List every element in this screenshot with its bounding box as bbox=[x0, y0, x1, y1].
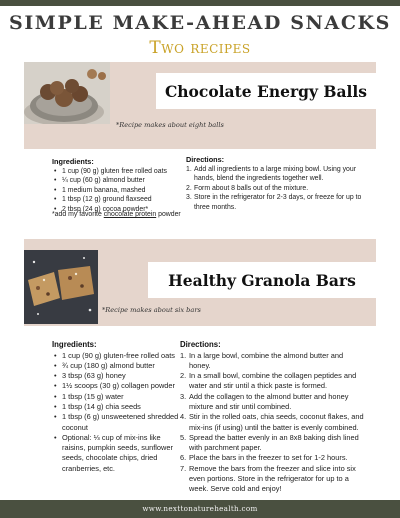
list-item: • 1 tbsp (6 g) unsweetened shredded coconut bbox=[52, 412, 180, 433]
page-title: SIMPLE MAKE-AHEAD SNACKS bbox=[9, 12, 391, 34]
recipe1-title: Chocolate Energy Balls bbox=[156, 73, 376, 109]
energy-balls-photo bbox=[24, 62, 110, 124]
recipe2-yield: *Recipe makes about six bars bbox=[102, 306, 201, 314]
step-text: Add the collagen to the almond butter and honey mixture and stir until combined. bbox=[189, 391, 349, 411]
list-item bbox=[180, 392, 366, 413]
step-number: 1. bbox=[186, 166, 192, 173]
list-item bbox=[180, 433, 366, 454]
step-number: 1. bbox=[180, 350, 187, 360]
list-item bbox=[180, 412, 366, 433]
recipe1-directions bbox=[186, 155, 366, 212]
step-number: 7. bbox=[180, 463, 187, 473]
step-text: Form about 8 balls out of the mixture. bbox=[194, 184, 309, 192]
note-text: *add my favorite bbox=[52, 211, 104, 218]
list-item bbox=[186, 193, 366, 212]
step-text: In a large bowl, combine the almond butter and honey. bbox=[189, 350, 344, 370]
list-item bbox=[180, 371, 366, 392]
note-text: powder bbox=[156, 211, 181, 218]
page-subtitle: Two recipes bbox=[149, 38, 251, 58]
step-number: 5. bbox=[180, 432, 187, 442]
recipe2-ingredients-list bbox=[52, 351, 180, 475]
recipe2-ingredients bbox=[52, 340, 180, 474]
step-text: In a small bowl, combine the collagen peptides and water and stir until a thick paste is formed. bbox=[189, 371, 357, 391]
step-text: Spread the batter evenly in an 8x8 baking dish lined with parchment paper. bbox=[189, 432, 359, 453]
recipe1-ingredients-list bbox=[52, 167, 186, 214]
list-item: • Optional: ⅓ cup of mix-ins like raisins, pumpkin seeds, sunflower seeds, chocolate chips, dried cranberries, etc. bbox=[52, 433, 180, 474]
list-item bbox=[186, 184, 366, 193]
list-item: • 1 cup (90 g) gluten-free rolled oats bbox=[52, 351, 180, 361]
step-number: 3. bbox=[186, 194, 192, 202]
step-text: Add all ingredients to a large mixing bowl. Using your hands, blend the ingredients together well. bbox=[194, 166, 357, 183]
recipe2-directions bbox=[180, 340, 366, 495]
list-item: • ¼ cup (60 g) almond butter bbox=[52, 176, 186, 185]
list-item: • 1 tbsp (14 g) chia seeds bbox=[52, 402, 180, 412]
step-text: Place the bars in the freezer to set for 1-2 hours. bbox=[189, 453, 348, 463]
recipe1-directions-heading: Directions: bbox=[186, 155, 225, 164]
list-item: • ¾ cup (180 g) almond butter bbox=[52, 361, 180, 371]
recipe1-ingredients-heading: Ingredients: bbox=[52, 157, 94, 166]
list-item: • 3 tbsp (63 g) honey bbox=[52, 371, 180, 381]
recipe2-title: Healthy Granola Bars bbox=[148, 262, 376, 298]
top-border-strip bbox=[0, 0, 400, 6]
list-item bbox=[180, 351, 366, 372]
step-number: 6. bbox=[180, 453, 187, 463]
step-text: Store in the refrigerator for 2-3 days, or freeze for up to three months. bbox=[194, 194, 362, 211]
list-item: • 1½ scoops (30 g) collagen powder bbox=[52, 381, 180, 391]
chocolate-protein-link[interactable]: chocolate protein bbox=[103, 211, 157, 218]
list-item bbox=[186, 165, 366, 184]
recipe1-yield: *Recipe makes about eight balls bbox=[116, 121, 224, 129]
recipe2-ingredients-heading: Ingredients: bbox=[52, 340, 97, 349]
step-number: 3. bbox=[180, 391, 187, 401]
list-item bbox=[180, 464, 366, 495]
recipe1-note bbox=[52, 211, 181, 218]
recipe1-ingredients bbox=[52, 157, 186, 214]
step-text: Stir in the rolled oats, chia seeds, coconut flakes, and mix-ins (if using) until the batter is evenly combined. bbox=[189, 412, 364, 432]
list-item: • 2 tbsp (24 g) cocoa powder* bbox=[52, 205, 186, 214]
step-number: 2. bbox=[180, 371, 187, 381]
step-text: Remove the bars from the freezer and slice into six even portions. Store in the refrigerator for up to a week. Serve cold and enjoy! bbox=[189, 463, 356, 494]
step-number: 2. bbox=[186, 184, 192, 192]
step-number: 4. bbox=[180, 412, 187, 422]
list-item: • 1 tbsp (12 g) ground flaxseed bbox=[52, 195, 186, 204]
recipe1-directions-list bbox=[186, 165, 366, 212]
granola-bars-photo bbox=[24, 250, 98, 324]
recipe2-directions-list bbox=[180, 351, 366, 495]
recipe2-directions-heading: Directions: bbox=[180, 340, 221, 349]
list-item: • 1 medium banana, mashed bbox=[52, 186, 186, 195]
list-item: • 1 tbsp (15 g) water bbox=[52, 392, 180, 402]
list-item: • 1 cup (90 g) gluten free rolled oats bbox=[52, 167, 186, 176]
footer-website-link[interactable]: www.nexttonaturehealth.com bbox=[0, 500, 400, 518]
list-item bbox=[180, 453, 366, 463]
